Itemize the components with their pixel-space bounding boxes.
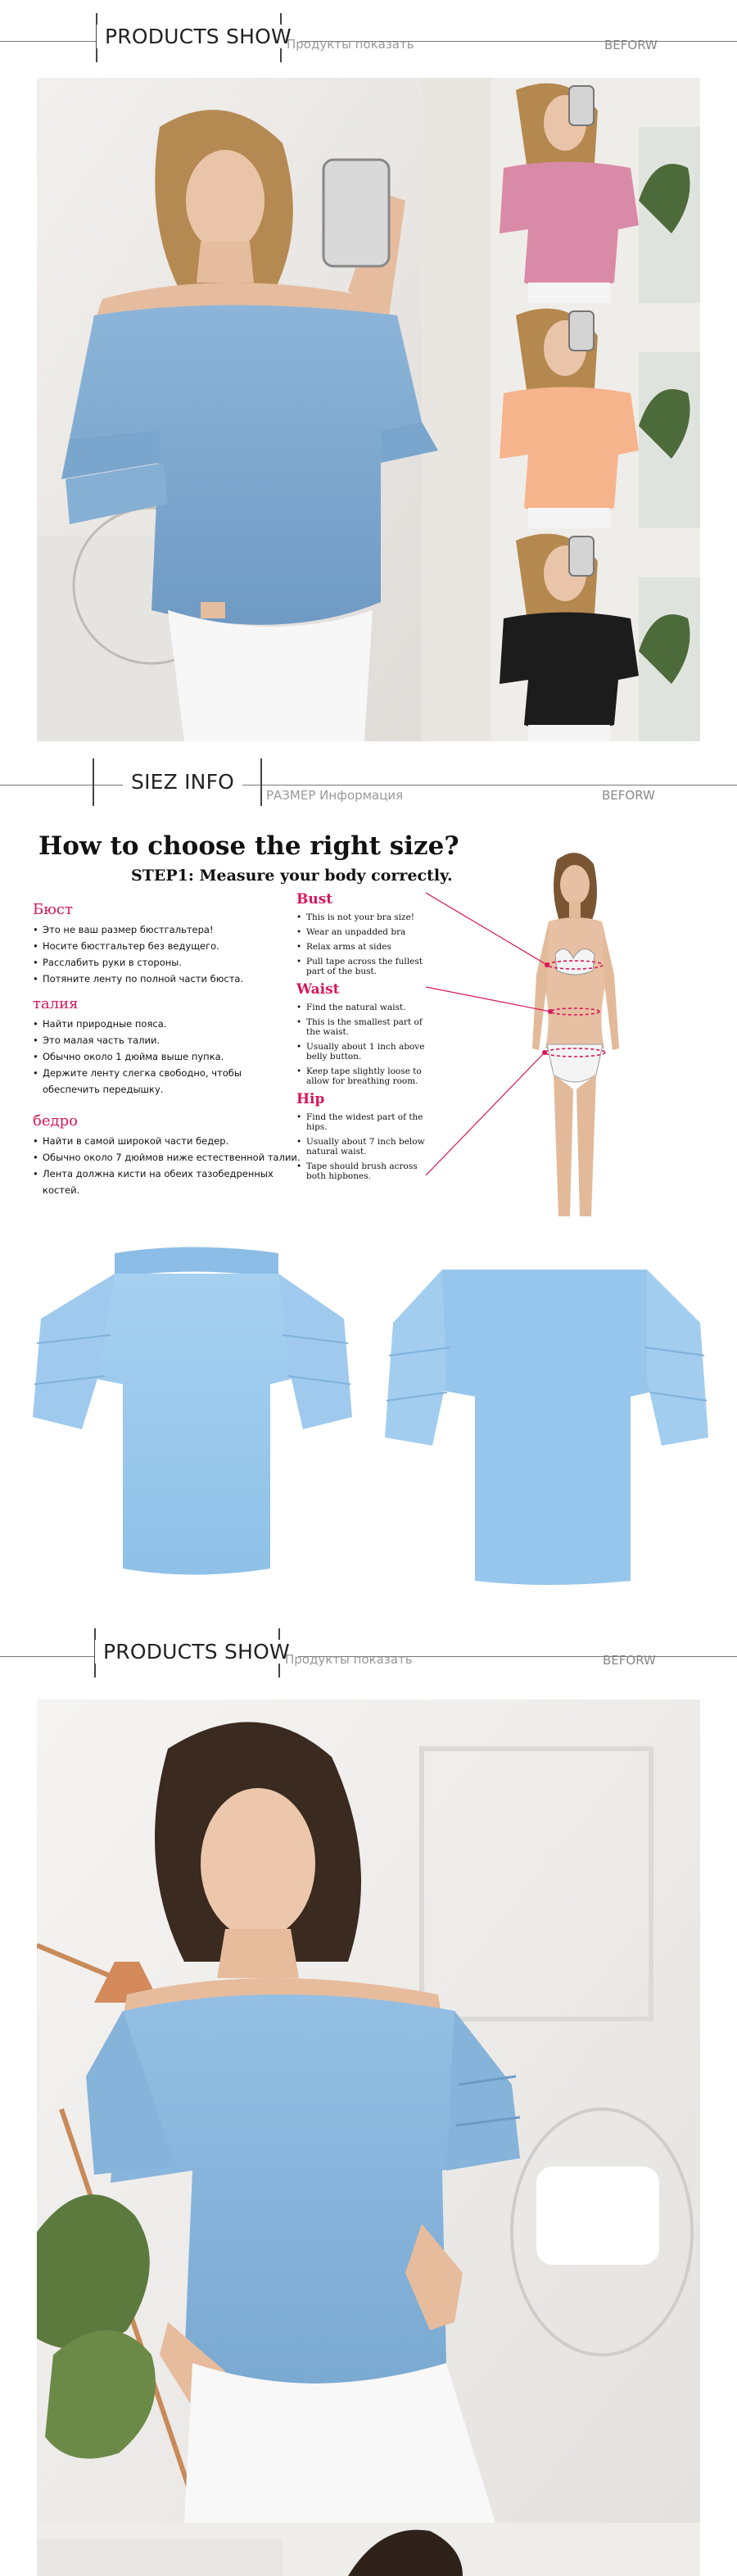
- product-flat-back: [385, 1265, 708, 1589]
- header-divider-left: [93, 758, 94, 806]
- list-item: • Pull tape across the fullest part of the bust.: [296, 957, 436, 976]
- list-item: • Держите ленту слегка свободно, чтобы обеспечить передышку.: [33, 1065, 278, 1098]
- product-photo-peach: [491, 303, 700, 528]
- size-guide-step: STEP1: Measure your body correctly.: [131, 867, 453, 885]
- section-title: SIEZ INFO: [123, 770, 242, 794]
- measurement-pointer-lines: [426, 876, 557, 1204]
- header-divider-right: [260, 758, 262, 806]
- section-title: PRODUCTS SHOW: [95, 1640, 298, 1664]
- en-bust-heading: Bust: [296, 891, 333, 908]
- ru-hip-heading: бедро: [33, 1112, 78, 1130]
- ru-waist-heading: талия: [33, 995, 79, 1012]
- brand-label: BEFORW: [602, 788, 655, 803]
- section-header-products-2: [0, 1623, 737, 1689]
- en-waist-list: [296, 1003, 436, 1086]
- section-subtitle: Продукты показать: [287, 37, 414, 52]
- product-flat-front: [33, 1245, 352, 1581]
- product-photo-next: [37, 2523, 700, 2576]
- en-bust-list: [296, 912, 436, 976]
- ru-hip-list: [33, 1133, 303, 1198]
- section-header-size-info: [0, 752, 737, 817]
- list-item: • This is not your bra size!: [296, 912, 436, 922]
- section-title: PRODUCTS SHOW: [97, 25, 300, 48]
- en-waist-heading: Waist: [296, 981, 340, 998]
- list-item: • Wear an unpadded bra: [296, 927, 436, 937]
- product-photo-main-blue: [37, 78, 491, 741]
- brand-label: BEFORW: [603, 1653, 656, 1668]
- list-item: • Носите бюстгальтер без ведущего.: [33, 938, 303, 954]
- list-item: • Лента должна кисти на обеих тазобедренных костей.: [33, 1166, 303, 1198]
- list-item: • Usually about 1 inch above belly button.: [296, 1042, 436, 1062]
- list-item: • Потяните ленту по полной части бюста.: [33, 971, 303, 987]
- product-photo-pink: [491, 78, 700, 303]
- brand-label: BEFORW: [604, 38, 658, 52]
- size-guide: [33, 827, 721, 1220]
- size-guide-russian: [33, 893, 303, 1198]
- en-hip-heading: Hip: [296, 1091, 325, 1107]
- list-item: • Find the natural waist.: [296, 1003, 436, 1012]
- list-item: • Найти в самой широкой части бедер.: [33, 1133, 303, 1149]
- list-item: • Relax arms at sides: [296, 942, 436, 952]
- section-subtitle: РАЗМЕР Информация: [266, 788, 404, 803]
- list-item: • Расслабить руки в стороны.: [33, 954, 303, 971]
- list-item: • Это не ваш размер бюстгальтера!: [33, 921, 303, 938]
- list-item: • Keep tape slightly loose to allow for breathing room.: [296, 1066, 436, 1086]
- size-guide-english: [296, 890, 436, 1181]
- product-photo-model-blue: [37, 1700, 700, 2523]
- size-guide-title: How to choose the right size?: [38, 831, 459, 861]
- en-hip-list: [296, 1112, 436, 1181]
- list-item: • Найти природные пояса.: [33, 1016, 278, 1032]
- list-item: • Это малая часть талии.: [33, 1032, 278, 1048]
- list-item: • Find the widest part of the hips.: [296, 1112, 436, 1132]
- list-item: • Tape should brush across both hipbones.: [296, 1161, 436, 1181]
- product-photo-black: [491, 528, 700, 741]
- list-item: • Обычно около 1 дюйма выше пупка.: [33, 1048, 278, 1065]
- ru-bust-list: [33, 921, 303, 987]
- ru-bust-heading: Бюст: [33, 901, 73, 918]
- section-header-products-1: [0, 8, 737, 74]
- list-item: • Usually about 7 inch below natural waist.: [296, 1137, 436, 1157]
- list-item: • Обычно около 7 дюймов ниже естественной талии.: [33, 1149, 303, 1166]
- section-subtitle: Продукты показать: [285, 1652, 413, 1667]
- ru-waist-list: [33, 1016, 278, 1098]
- list-item: • This is the smallest part of the waist.: [296, 1017, 436, 1037]
